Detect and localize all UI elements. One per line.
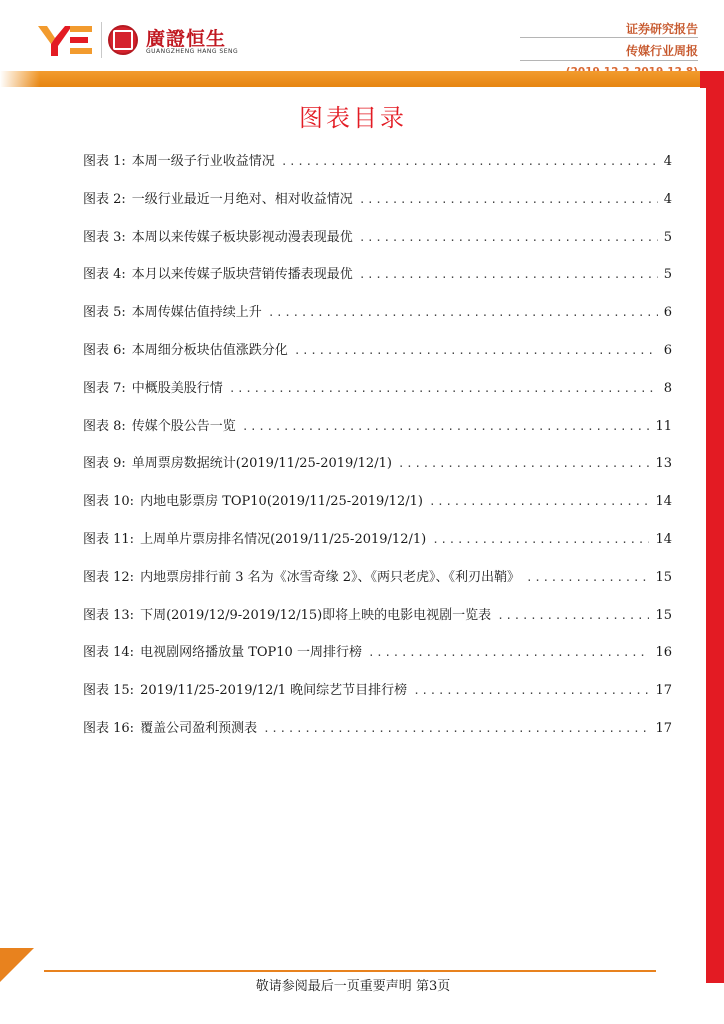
toc-row[interactable] bbox=[83, 188, 672, 226]
footer-text bbox=[0, 975, 706, 994]
toc-leader-dots bbox=[398, 457, 650, 470]
toc-leader-dots bbox=[263, 722, 649, 735]
toc-row[interactable] bbox=[83, 226, 672, 264]
toc-item-page[interactable]: 6 bbox=[663, 305, 672, 321]
toc-item-label: 图表 10: bbox=[83, 494, 135, 510]
toc-item-page[interactable]: 11 bbox=[655, 418, 672, 434]
toc-row[interactable] bbox=[83, 415, 672, 453]
toc-row[interactable] bbox=[83, 150, 672, 188]
toc-item-title[interactable]: 2019/11/25-2019/12/1 晚间综艺节目排行榜 bbox=[140, 683, 408, 699]
toc-item-title[interactable]: 中概股美股行情 bbox=[131, 380, 223, 396]
footer-disclaimer: 敬请参阅最后一页重要声明 bbox=[255, 979, 412, 994]
page-title: 图表目录 bbox=[299, 104, 407, 132]
toc-item-label: 图表 11: bbox=[83, 531, 135, 547]
toc-leader-dots bbox=[294, 344, 658, 357]
toc-item-title[interactable]: 本周细分板块估值涨跌分化 bbox=[131, 342, 288, 358]
toc-item-title[interactable]: 上周单片票房排名情况(2019/11/25-2019/12/1) bbox=[140, 531, 427, 547]
toc-item-page[interactable]: 14 bbox=[655, 494, 672, 510]
toc-row[interactable] bbox=[83, 566, 672, 604]
toc-item-page[interactable]: 6 bbox=[663, 342, 672, 358]
toc-item-label: 图表 8: bbox=[83, 418, 126, 434]
header-divider bbox=[520, 37, 698, 38]
toc-item-label: 图表 15: bbox=[83, 683, 135, 699]
brand-name: 廣證恒生 bbox=[146, 28, 227, 50]
toc-item-label: 图表 4: bbox=[83, 267, 126, 283]
header-band bbox=[0, 71, 706, 87]
footer-page-number: 第3页 bbox=[415, 979, 451, 994]
toc-row[interactable] bbox=[83, 263, 672, 301]
toc-item-page[interactable]: 4 bbox=[663, 191, 672, 207]
logo-divider bbox=[101, 22, 102, 58]
toc-leader-dots bbox=[268, 306, 658, 319]
toc-item-page[interactable]: 5 bbox=[663, 267, 672, 283]
toc-leader-dots bbox=[368, 646, 650, 659]
toc-item-label: 图表 7: bbox=[83, 380, 126, 396]
toc-leader-dots bbox=[526, 571, 649, 584]
toc-leader-dots bbox=[242, 420, 650, 433]
toc-item-title[interactable]: 内地电影票房 TOP10(2019/11/25-2019/12/1) bbox=[140, 494, 423, 510]
toc-item-title[interactable]: 本周传媒估值持续上升 bbox=[131, 305, 262, 321]
toc-item-label: 图表 3: bbox=[83, 229, 126, 245]
toc-item-label: 图表 2: bbox=[83, 191, 126, 207]
toc-row[interactable] bbox=[83, 301, 672, 339]
toc-leader-dots bbox=[432, 533, 649, 546]
header-band-corner bbox=[700, 71, 724, 88]
toc-item-title[interactable]: 传媒个股公告一览 bbox=[131, 418, 236, 434]
toc-item-page[interactable]: 15 bbox=[655, 569, 672, 585]
toc-row[interactable] bbox=[83, 452, 672, 490]
toc-item-label: 图表 1: bbox=[83, 154, 126, 169]
toc-row[interactable] bbox=[83, 604, 672, 642]
toc-item-label: 图表 13: bbox=[83, 607, 135, 623]
toc-item-title[interactable]: 下周(2019/12/9-2019/12/15)即将上映的电影电视剧一览表 bbox=[140, 607, 492, 623]
toc-row[interactable] bbox=[83, 641, 672, 679]
seal-icon bbox=[108, 25, 138, 55]
toc-item-title[interactable]: 本周一级子行业收益情况 bbox=[131, 154, 275, 169]
toc-item-title[interactable]: 本周以来传媒子板块影视动漫表现最优 bbox=[131, 229, 353, 245]
toc-leader-dots bbox=[429, 495, 650, 508]
toc-item-title[interactable]: 单周票房数据统计(2019/11/25-2019/12/1) bbox=[131, 456, 392, 472]
toc-leader-dots bbox=[497, 609, 649, 622]
toc-row[interactable] bbox=[83, 717, 672, 755]
header-divider bbox=[520, 60, 698, 61]
side-accent-bar bbox=[706, 88, 724, 983]
toc-row[interactable] bbox=[83, 377, 672, 415]
toc-leader-dots bbox=[359, 268, 658, 281]
toc-item-label: 图表 5: bbox=[83, 305, 126, 321]
toc-item-page[interactable]: 15 bbox=[655, 607, 672, 623]
toc-item-page[interactable]: 17 bbox=[655, 683, 672, 699]
toc-item-title[interactable]: 内地票房排行前 3 名为《冰雪奇缘 2》、《两只老虎》、《利刃出鞘》 bbox=[140, 569, 521, 585]
toc-row[interactable] bbox=[83, 679, 672, 717]
toc-item-label: 图表 9: bbox=[83, 456, 126, 472]
toc-leader-dots bbox=[229, 382, 658, 395]
toc-item-page[interactable]: 14 bbox=[655, 531, 672, 547]
report-type: 证券研究报告 bbox=[625, 22, 698, 36]
toc-item-label: 图表 6: bbox=[83, 342, 126, 358]
toc-item-page[interactable]: 13 bbox=[655, 456, 672, 472]
toc-item-page[interactable]: 16 bbox=[655, 645, 672, 661]
toc-item-page[interactable]: 8 bbox=[663, 380, 672, 396]
report-title: 传媒行业周报 bbox=[625, 44, 698, 58]
toc-row[interactable] bbox=[83, 528, 672, 566]
toc-leader-dots bbox=[281, 155, 658, 168]
toc-list bbox=[83, 150, 672, 755]
toc-leader-dots bbox=[413, 684, 649, 697]
toc-leader-dots bbox=[359, 193, 658, 206]
brand-name-en: GUANGZHENG HANG SENG bbox=[146, 48, 239, 55]
footer-divider bbox=[44, 970, 656, 972]
toc-item-title[interactable]: 电视剧网络播放量 TOP10 一周排行榜 bbox=[140, 645, 362, 661]
toc-item-title[interactable]: 覆盖公司盈利预测表 bbox=[140, 720, 258, 736]
toc-item-title[interactable]: 一级行业最近一月绝对、相对收益情况 bbox=[131, 191, 353, 207]
toc-leader-dots bbox=[359, 231, 658, 244]
toc-item-title[interactable]: 本月以来传媒子版块营销传播表现最优 bbox=[131, 267, 353, 283]
toc-item-label: 图表 16: bbox=[83, 720, 135, 736]
toc-item-page[interactable]: 4 bbox=[663, 154, 672, 169]
toc-item-label: 图表 14: bbox=[83, 645, 135, 661]
toc-row[interactable] bbox=[83, 339, 672, 377]
company-logo-icon bbox=[38, 22, 94, 58]
toc-item-page[interactable]: 5 bbox=[663, 229, 672, 245]
toc-item-label: 图表 12: bbox=[83, 569, 135, 585]
toc-item-page[interactable]: 17 bbox=[655, 720, 672, 736]
toc-row[interactable] bbox=[83, 490, 672, 528]
